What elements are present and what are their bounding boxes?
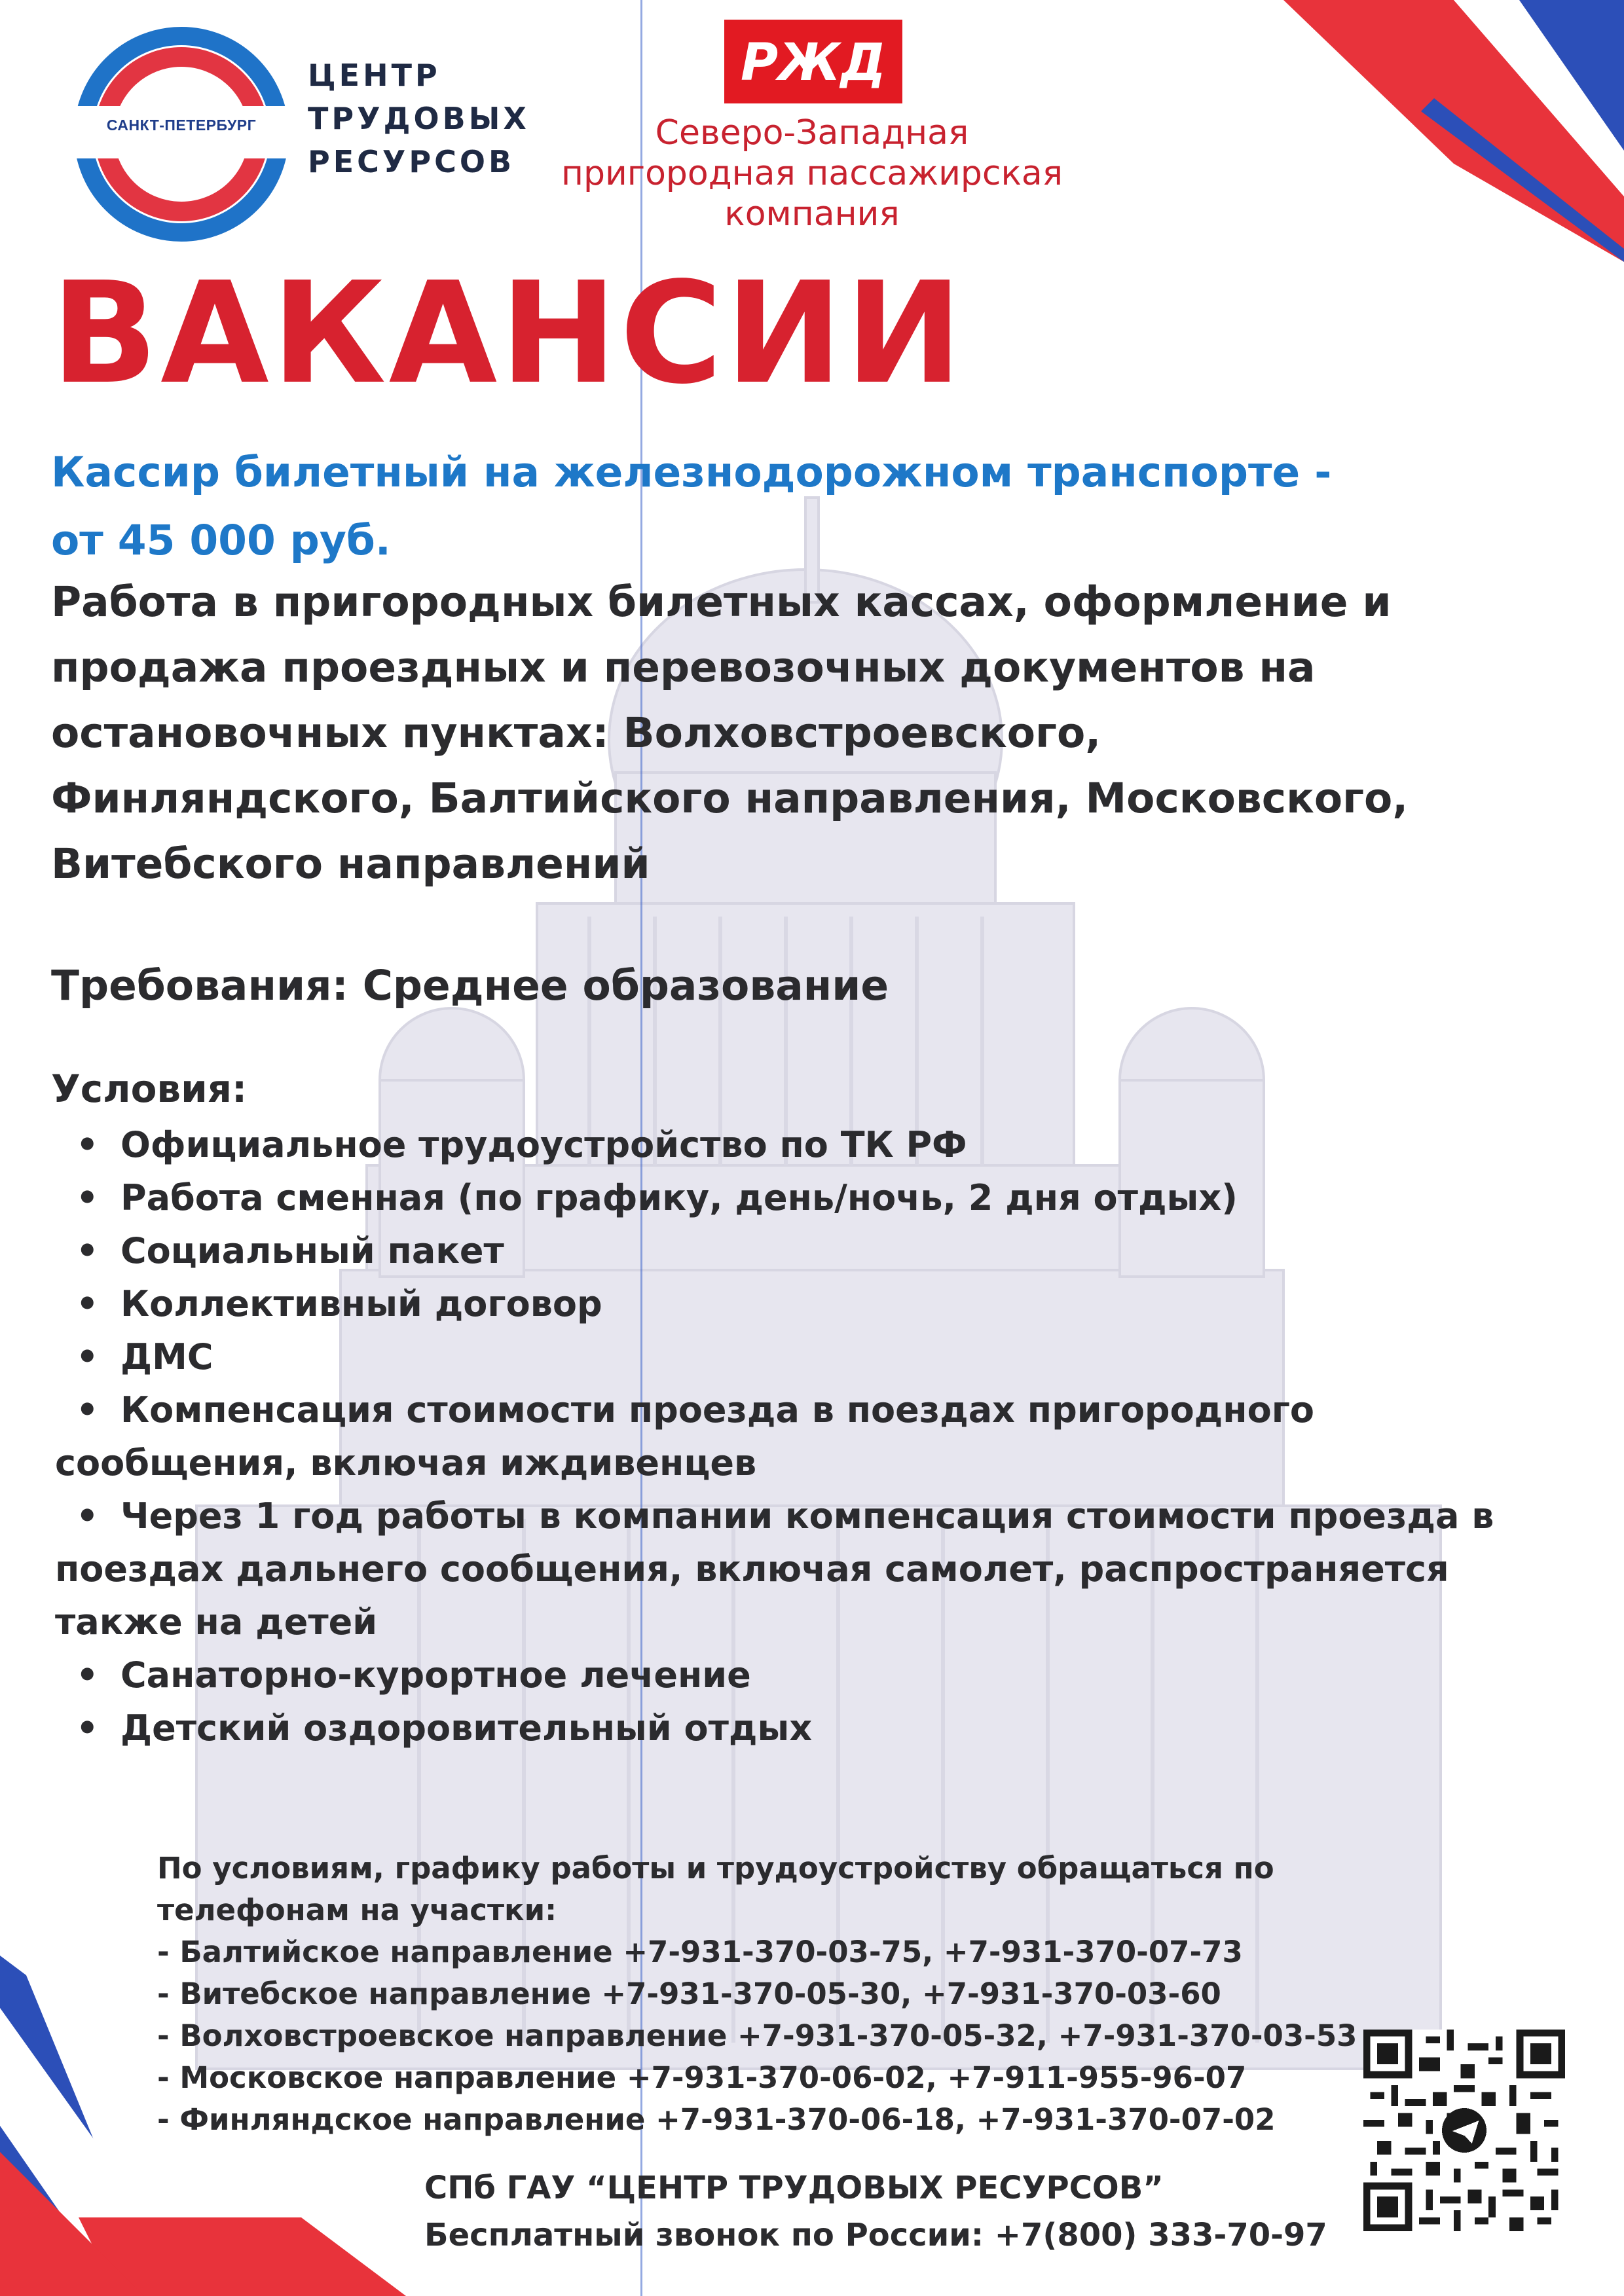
contacts-intro: телефонам на участки: bbox=[157, 1893, 557, 1927]
page-title: ВАКАНСИИ bbox=[51, 252, 965, 415]
description-line: Работа в пригородных билетных кассах, оформление и bbox=[51, 578, 1392, 626]
qr-code-icon bbox=[1363, 2030, 1565, 2231]
ctr-logo-city: САНКТ-ПЕТЕРБУРГ bbox=[106, 117, 257, 134]
ctr-name-line: РЕСУРСОВ bbox=[308, 144, 515, 179]
contact-line-volkhovstroy: - Волховстроевское направление +7-931-370-05-32, +7-931-370-03-53 bbox=[157, 2018, 1357, 2053]
list-item: • Санаторно-курортное лечение bbox=[55, 1649, 1600, 1702]
list-item: • Коллективный договор bbox=[55, 1277, 1600, 1330]
bullet-icon: • bbox=[76, 1495, 99, 1537]
footer-hotline: Бесплатный звонок по России: +7(800) 333-70-97 bbox=[424, 2217, 1327, 2253]
job-description bbox=[51, 570, 1596, 897]
requirements: Требования: Среднее образование bbox=[51, 962, 889, 1010]
bullet-icon: • bbox=[76, 1654, 99, 1696]
bullet-icon: • bbox=[76, 1177, 99, 1218]
ctr-logo-rings-icon bbox=[73, 26, 289, 242]
bullet-icon: • bbox=[76, 1283, 99, 1324]
job-title-line: Кассир билетный на железнодорожном транспорте - bbox=[51, 448, 1332, 496]
contacts bbox=[157, 1848, 1375, 2141]
ctr-logo bbox=[73, 26, 289, 242]
bullet-icon: • bbox=[76, 1124, 99, 1165]
list-item: • Социальный пакет bbox=[55, 1224, 1600, 1277]
conditions-title: Условия: bbox=[51, 1066, 248, 1111]
job-title bbox=[51, 439, 1583, 575]
bullet-icon: • bbox=[76, 1336, 99, 1377]
description-line: Финляндского, Балтийского направления, Московского, bbox=[51, 774, 1409, 822]
contact-line-finland: - Финляндское направление +7-931-370-06-18, +7-931-370-07-02 bbox=[157, 2102, 1276, 2137]
job-salary: от 45 000 руб. bbox=[51, 517, 391, 564]
contact-line-vitebsk: - Витебское направление +7-931-370-05-30, +7-931-370-03-60 bbox=[157, 1977, 1221, 2011]
contacts-intro: По условиям, графику работы и трудоустройству обращаться по bbox=[157, 1851, 1274, 1886]
decorative-stripes-top-right bbox=[1283, 0, 1624, 262]
rzd-company-line: компания bbox=[724, 194, 900, 234]
contact-line-moscow: - Московское направление +7-931-370-06-02, +7-911-955-96-07 bbox=[157, 2060, 1247, 2095]
list-item: • Детский оздоровительный отдых bbox=[55, 1702, 1600, 1755]
list-item: • Через 1 год работы в компании компенсация стоимости проезда в поездах дальнего сообщения, включая самолет, распространяется также на детей bbox=[55, 1489, 1600, 1649]
list-item: • Официальное трудоустройство по ТК РФ bbox=[55, 1118, 1600, 1171]
list-item: • ДМС bbox=[55, 1330, 1600, 1383]
rzd-logo-text: РЖД bbox=[740, 33, 887, 92]
bullet-icon: • bbox=[76, 1707, 99, 1749]
description-line: Витебского направлений bbox=[51, 840, 650, 888]
ctr-name-line: ЦЕНТР bbox=[308, 58, 441, 93]
footer-org: СПб ГАУ “ЦЕНТР ТРУДОВЫХ РЕСУРСОВ” bbox=[424, 2170, 1164, 2206]
rzd-logo bbox=[724, 20, 902, 103]
bullet-icon: • bbox=[76, 1230, 99, 1271]
conditions-list bbox=[55, 1118, 1600, 1755]
bullet-icon: • bbox=[76, 1389, 99, 1430]
rzd-company-line: пригородная пассажирская bbox=[561, 154, 1063, 193]
description-line: продажа проездных и перевозочных документов на bbox=[51, 644, 1316, 691]
ctr-name bbox=[308, 54, 530, 183]
footer bbox=[424, 2164, 1327, 2259]
list-item: • Компенсация стоимости проезда в поездах пригородного сообщения, включая иждивенцев bbox=[55, 1383, 1600, 1489]
list-item: • Работа сменная (по графику, день/ночь, 2 дня отдых) bbox=[55, 1171, 1600, 1224]
contact-line-baltic: - Балтийское направление +7-931-370-03-75, +7-931-370-07-73 bbox=[157, 1935, 1243, 1969]
ctr-name-line: ТРУДОВЫХ bbox=[308, 101, 530, 136]
description-line: остановочных пунктах: Волховстроевского, bbox=[51, 709, 1101, 757]
rzd-company-name bbox=[544, 113, 1080, 234]
rzd-company-line: Северо-Западная bbox=[655, 113, 969, 153]
